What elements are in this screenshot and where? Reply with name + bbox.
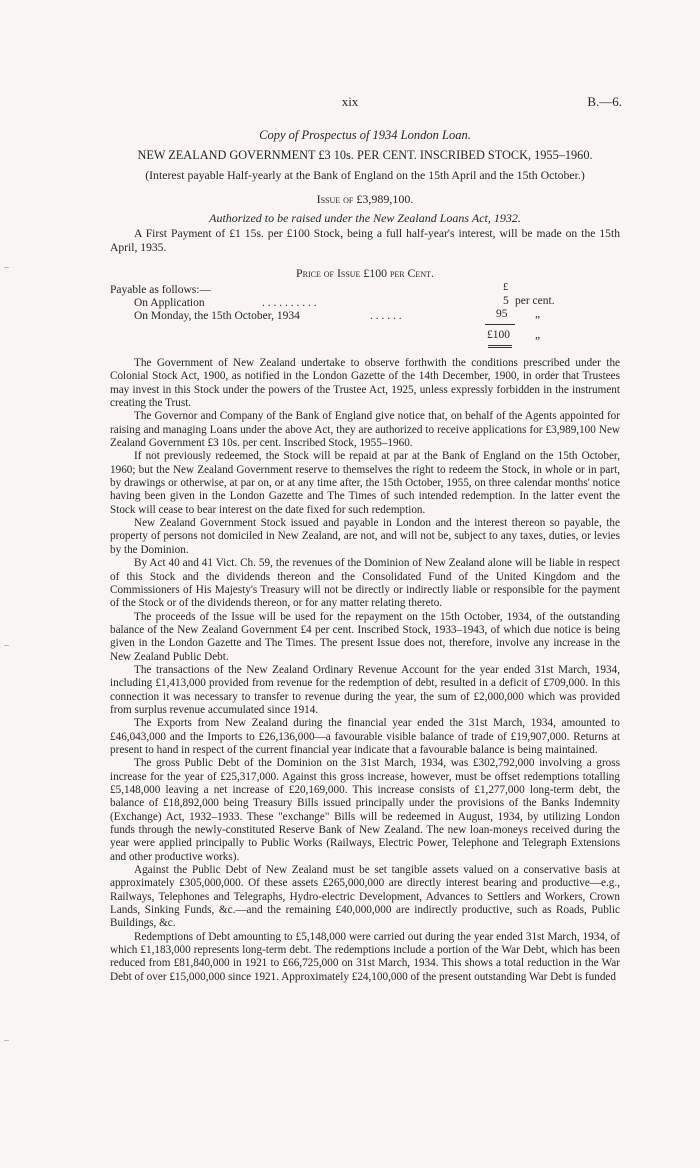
payment-row-2-value: 95 <box>496 308 508 320</box>
prospectus-body <box>110 357 620 984</box>
authorization: Authorized to be raised under the New Zealand Loans Act, 1932. <box>209 211 521 225</box>
paragraph-public-debt: The gross Public Debt of the Dominion on the 31st March, 1934, was £302,792,000 involving a gross increase for the year of £25,317,000. Against this gross increase, however, must be offset redemptions totalling £5,148,000 leaving a net increase of £20,169,000. This increase consists of £1,277,000 long-term debt, the balance of £18,892,000 being Treasury Bills issued principally under the provisions of the Banks Indemnity (Exchange) Act, 1932–1933. These "exchange" Bills will be redeemed in August, 1934, by utilizing London funds through the newly-constituted Reserve Bank of New Zealand. The new loan-moneys received during the year were applied principally to Public Works (Railways, Electric Power, Telephone and Telegraph Extensions and other productive works). <box>110 757 620 863</box>
payment-total-value: £100 <box>487 329 510 341</box>
payment-row-1-unit: per cent. <box>515 295 555 307</box>
total-rule <box>485 324 515 325</box>
payable-heading: Payable as follows:— <box>110 284 211 296</box>
paragraph-redemptions: Redemptions of Debt amounting to £5,148,000 were carried out during the year ended 31st March, 1934, of which £1,183,000 represents long-term debt. The redemptions include a portion of the War Debt, which has been reduced from £81,840,000 in 1921 to £66,725,000 on 31st March, 1934. This shows a total reduction in the War Debt of over £15,000,000 since 1921. Approximately £24,100,000 of the present outstanding War Debt is funded <box>110 930 620 983</box>
paragraph-redemption: If not previously redeemed, the Stock will be repaid at par at the Bank of England on the 15th October, 1960; but the New Zealand Government reserve to themselves the right to redeem the Stock, in whole or in part, by drawings or otherwise, at par on, or at any time after, the 15th October, 1955, on three calendar months' notice having been given in the London Gazette and The Times of such intended redemption. In the latter event the Stock will cease to bear interest on the date fixed for such redemption. <box>110 450 620 516</box>
payment-row-2-unit: „ <box>535 308 541 320</box>
paragraph-bank-notice: The Governor and Company of the Bank of England give notice that, on behalf of the Agents appointed for raising and managing Loans under the above Act, they are authorized to receive applications for £3,989,100 New Zealand Government £3 10s. per cent. Inscribed Stock, 1955–1960. <box>110 410 620 450</box>
paragraph-taxation: New Zealand Government Stock issued and payable in London and the interest thereon so payable, the property of persons not domiciled in New Zealand, are not, and will not be, subject to any taxes, duties, or levies by the Dominion. <box>110 517 620 556</box>
prospectus-title: Copy of Prospectus of 1934 London Loan. <box>259 128 471 142</box>
margin-mark <box>4 1040 9 1041</box>
payment-row-2-dots: . . . . . . <box>370 310 402 322</box>
payment-row-1-label: On Application <box>134 297 205 309</box>
interest-note: (Interest payable Half-yearly at the Bank of England on the 15th April and the 15th October.) <box>145 168 585 182</box>
margin-mark <box>4 645 9 646</box>
paragraph-trustee-conditions: The Government of New Zealand undertake to observe forthwith the conditions prescribed under the Colonial Stock Act, 1900, as notified in the London Gazette of the 14th December, 1900, in order that Trustees may invest in this Stock under the powers of the Trustee Act, 1925, unless expressly forbidden in the instrument creating the Trust. <box>110 357 620 410</box>
stock-heading: NEW ZEALAND GOVERNMENT £3 10s. PER CENT. INSCRIBED STOCK, 1955–1960. <box>137 148 593 162</box>
first-payment-note: A First Payment of £1 15s. per £100 Stock, being a full half-year's interest, will be made on the 15th April, 1935. <box>110 227 620 254</box>
paragraph-assets: Against the Public Debt of New Zealand must be set tangible assets valued on a conservative basis at approximately £305,000,000. Of these assets £265,000,000 are directly interest bearing and productive—e.g., Railways, Telephones and Telegraphs, Hydro-electric Development, Advances to Settlers and Workers, Crown Lands, Sinking Funds, &c.—and the remaining £40,000,000 are indirectly productive, such as Roads, Public Buildings, &c. <box>110 864 620 930</box>
currency-symbol: £ <box>503 282 509 293</box>
paragraph-proceeds: The proceeds of the Issue will be used for the repayment on the 15th October, 1934, of the outstanding balance of the New Zealand Government £4 per cent. Inscribed Stock, 1933–1943, of which due notice is being given in the London Gazette and The Times. The present Issue does not, therefore, involve any increase in the New Zealand Public Debt. <box>110 610 620 663</box>
margin-mark <box>4 267 9 268</box>
page-number: xix <box>341 94 359 109</box>
payment-row-1-dots: . . . . . . . . . . <box>262 297 317 309</box>
issue-amount: Issue of £3,989,100. <box>316 192 414 206</box>
payment-row-1-value: 5 <box>503 295 509 307</box>
paragraph-revenue-account: The transactions of the New Zealand Ordinary Revenue Account for the year ended 31st March, 1934, including £1,413,000 provided from revenue for the redemption of debt, resulted in a deficit of £709,000. In this connection it was necessary to transfer to revenue during the year, the sum of £2,000,000 which was provided from surplus revenue accumulated since 1914. <box>110 663 620 716</box>
payment-row-2-label: On Monday, the 15th October, 1934 <box>134 310 300 322</box>
document-reference: B.—6. <box>587 94 622 109</box>
payment-total-unit: „ <box>535 329 541 341</box>
paragraph-exports: The Exports from New Zealand during the financial year ended the 31st March, 1934, amounted to £46,043,000 and the Imports to £26,136,000—a favourable visible balance of trade of £19,907,000. Returns at present to hand in respect of the current financial year indicate that a favourable balance is being maintained. <box>110 717 620 756</box>
paragraph-liability: By Act 40 and 41 Vict. Ch. 59, the revenues of the Dominion of New Zealand alone will be liable in respect of this Stock and the dividends thereon and the Consolidated Fund of the United Kingdom and the Commissioners of His Majesty's Treasury will not be directly or indirectly liable or responsible for the payment of the Stock or of the dividends thereon, or for any matter relating thereto. <box>110 557 620 610</box>
double-rule-bottom <box>488 347 512 348</box>
double-rule-top <box>488 345 512 346</box>
price-of-issue: Price of Issue £100 per Cent. <box>296 266 434 280</box>
